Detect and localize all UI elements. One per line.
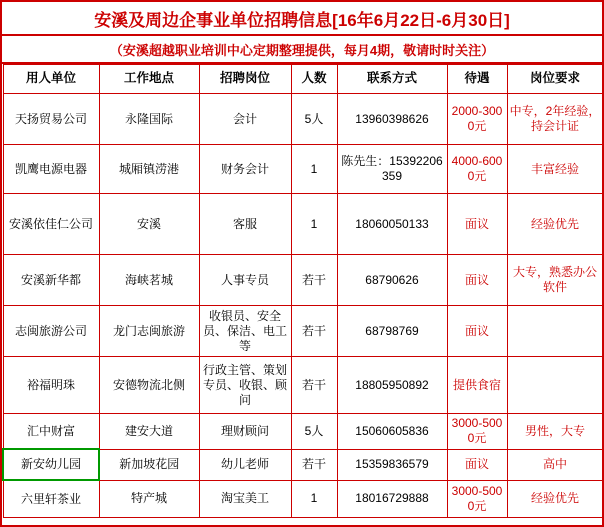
cell-post: 幼儿老师 [199, 449, 291, 480]
cell-req: 中专，2年经验，持会计证 [507, 94, 603, 145]
cell-unit: 志闽旅游公司 [3, 306, 99, 357]
cell-req: 经验优先 [507, 480, 603, 518]
cell-contact: 13960398626 [337, 94, 447, 145]
cell-num: 若干 [291, 255, 337, 306]
column-header-contact: 联系方式 [337, 65, 447, 94]
cell-pay: 3000-5000元 [447, 480, 507, 518]
cell-place: 新加坡花园 [99, 449, 199, 480]
table-row [3, 145, 603, 194]
table-row [3, 94, 603, 145]
cell-unit: 安溪新华都 [3, 255, 99, 306]
cell-unit: 凯鹰电源电器 [3, 145, 99, 194]
table-row [3, 194, 603, 255]
cell-num: 1 [291, 145, 337, 194]
cell-unit: 汇中财富 [3, 414, 99, 450]
column-header-post: 招聘岗位 [199, 65, 291, 94]
cell-post: 客服 [199, 194, 291, 255]
cell-req: 丰富经验 [507, 145, 603, 194]
cell-post: 会计 [199, 94, 291, 145]
table-row [3, 449, 603, 480]
cell-num: 5人 [291, 414, 337, 450]
cell-num: 1 [291, 480, 337, 518]
cell-contact: 15359836579 [337, 449, 447, 480]
page-subtitle-bar [2, 36, 602, 64]
column-header-place: 工作地点 [99, 65, 199, 94]
cell-pay: 面议 [447, 306, 507, 357]
cell-place: 建安大道 [99, 414, 199, 450]
cell-place: 安溪 [99, 194, 199, 255]
cell-contact: 68798769 [337, 306, 447, 357]
cell-req: 男性，大专 [507, 414, 603, 450]
cell-place: 永隆国际 [99, 94, 199, 145]
cell-pay: 面议 [447, 255, 507, 306]
cell-place: 海峡茗城 [99, 255, 199, 306]
cell-pay: 提供食宿 [447, 357, 507, 414]
cell-contact: 18016729888 [337, 480, 447, 518]
cell-unit: 安溪依佳仁公司 [3, 194, 99, 255]
cell-pay: 面议 [447, 449, 507, 480]
cell-pay: 2000-3000元 [447, 94, 507, 145]
cell-place: 龙门志闽旅游 [99, 306, 199, 357]
cell-contact: 18060050133 [337, 194, 447, 255]
cell-unit: 裕福明珠 [3, 357, 99, 414]
cell-place: 安德物流北侧 [99, 357, 199, 414]
cell-num: 5人 [291, 94, 337, 145]
table-row [3, 480, 603, 518]
cell-unit: 六里轩茶业 [3, 480, 99, 518]
cell-req: 高中 [507, 449, 603, 480]
cell-req [507, 306, 603, 357]
table-header-row [3, 65, 603, 94]
cell-num: 若干 [291, 306, 337, 357]
cell-contact: 18805950892 [337, 357, 447, 414]
cell-place: 特产城 [99, 480, 199, 518]
cell-unit: 新安幼儿园 [3, 449, 99, 480]
cell-post: 财务会计 [199, 145, 291, 194]
column-header-req: 岗位要求 [507, 65, 603, 94]
cell-post: 行政主管、策划专员、收银、顾问 [199, 357, 291, 414]
table-row [3, 357, 603, 414]
page-title: 安溪及周边企事业单位招聘信息[16年6月22日-6月30日] [94, 10, 510, 30]
cell-post: 淘宝美工 [199, 480, 291, 518]
cell-num: 1 [291, 194, 337, 255]
cell-req: 经验优先 [507, 194, 603, 255]
cell-pay: 4000-6000元 [447, 145, 507, 194]
cell-pay: 面议 [447, 194, 507, 255]
cell-contact: 15060605836 [337, 414, 447, 450]
table-row [3, 414, 603, 450]
cell-unit: 天扬贸易公司 [3, 94, 99, 145]
cell-contact: 陈先生：15392206359 [337, 145, 447, 194]
cell-post: 收银员、安全员、保洁、电工等 [199, 306, 291, 357]
column-header-pay: 待遇 [447, 65, 507, 94]
cell-place: 城厢镇涝港 [99, 145, 199, 194]
cell-contact: 68790626 [337, 255, 447, 306]
cell-num: 若干 [291, 449, 337, 480]
cell-req [507, 357, 603, 414]
page-title-bar [2, 2, 602, 36]
jobs-table [2, 64, 604, 518]
column-header-unit: 用人单位 [3, 65, 99, 94]
cell-num: 若干 [291, 357, 337, 414]
cell-post: 理财顾问 [199, 414, 291, 450]
cell-post: 人事专员 [199, 255, 291, 306]
cell-pay: 3000-5000元 [447, 414, 507, 450]
page-subtitle: （安溪超越职业培训中心定期整理提供，每月4期，敬请时时关注） [109, 42, 495, 58]
cell-req: 大专，熟悉办公软件 [507, 255, 603, 306]
column-header-num: 人数 [291, 65, 337, 94]
table-row [3, 306, 603, 357]
table-row [3, 255, 603, 306]
